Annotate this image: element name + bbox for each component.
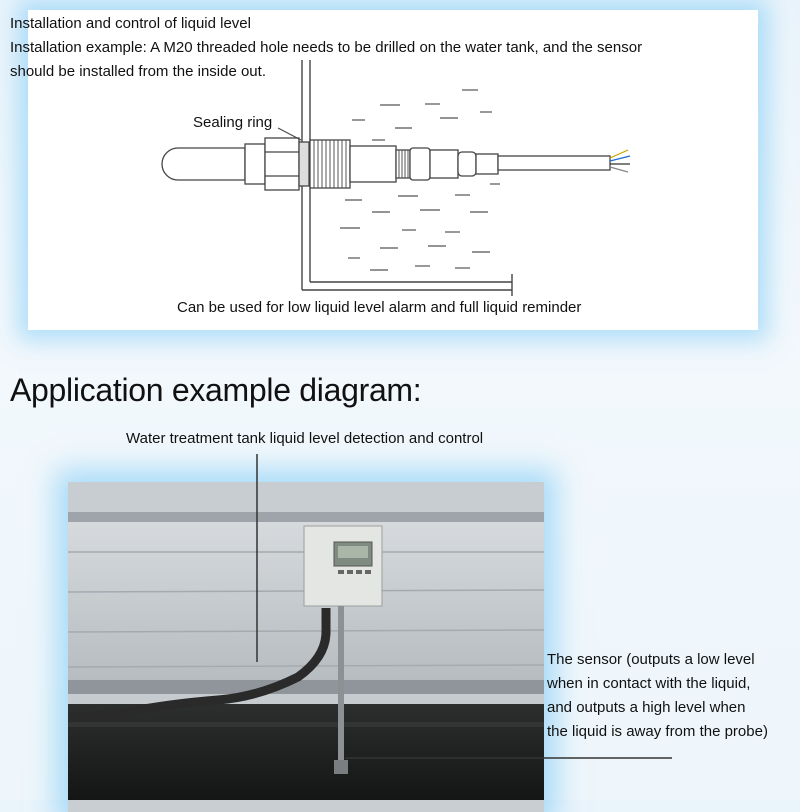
installation-caption: Can be used for low liquid level alarm and full liquid reminder	[177, 299, 582, 316]
sensor-note-line4: the liquid is away from the probe)	[547, 723, 768, 740]
photo-label: Water treatment tank liquid level detection and control	[126, 430, 484, 447]
sensor-note-line3: and outputs a high level when	[547, 699, 746, 716]
installation-title: Installation and control of liquid level	[10, 15, 251, 32]
sealing-ring-label: Sealing ring	[193, 114, 273, 131]
installation-text-line1: Installation example: A M20 threaded hole needs to be drilled on the water tank, and the sensor	[10, 39, 643, 56]
sensor-note-line2: when in contact with the liquid,	[547, 675, 751, 692]
sensor-note-line1: The sensor (outputs a low level	[547, 651, 755, 668]
installation-text-line2: should be installed from the inside out.	[10, 63, 266, 80]
section-heading: Application example diagram:	[10, 372, 422, 408]
